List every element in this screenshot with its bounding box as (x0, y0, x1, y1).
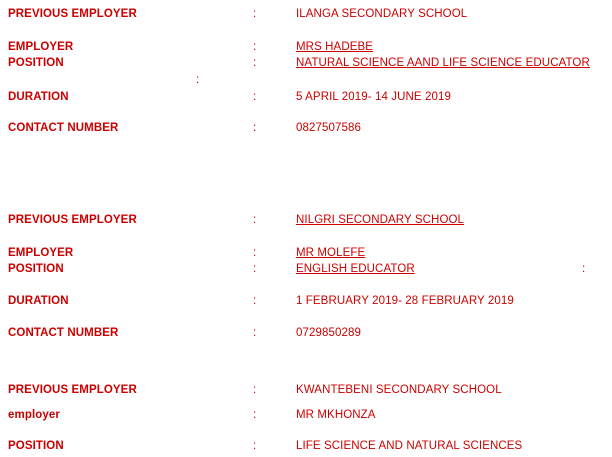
field-row (8, 57, 590, 69)
field-row (8, 41, 373, 53)
field-separator: : (253, 41, 257, 53)
field-value: 0827507586 (296, 122, 361, 134)
field-separator: : (253, 247, 257, 259)
field-row (8, 384, 502, 396)
field-separator: : (253, 409, 257, 421)
field-label: PREVIOUS EMPLOYER (8, 8, 137, 20)
field-separator: : (253, 384, 257, 396)
field-value: MR MOLEFE (296, 247, 366, 259)
field-label: EMPLOYER (8, 247, 74, 259)
field-row (8, 247, 365, 259)
field-value: NATURAL SCIENCE AAND LIFE SCIENCE EDUCATOR (296, 57, 590, 69)
field-value: MR MKHONZA (296, 409, 376, 421)
field-row (8, 440, 522, 452)
field-value: NILGRI SECONDARY SCHOOL (296, 214, 465, 226)
field-value: ENGLISH EDUCATOR (296, 263, 415, 275)
field-value: MRS HADEBE (296, 41, 374, 53)
field-row (8, 8, 467, 20)
field-separator: : (253, 295, 257, 307)
field-separator: : (253, 440, 257, 452)
field-value: 5 APRIL 2019- 14 JUNE 2019 (296, 91, 451, 103)
field-label: DURATION (8, 91, 69, 103)
field-label: CONTACT NUMBER (8, 327, 119, 339)
field-value: LIFE SCIENCE AND NATURAL SCIENCES (296, 440, 523, 452)
field-separator: : (253, 57, 257, 69)
field-row (8, 295, 514, 307)
field-value: 0729850289 (296, 327, 361, 339)
field-separator: : (253, 327, 257, 339)
field-label: PREVIOUS EMPLOYER (8, 214, 137, 226)
stray-colon-mark: : (196, 74, 200, 86)
field-label: DURATION (8, 295, 69, 307)
field-label: POSITION (8, 440, 64, 452)
field-label: EMPLOYER (8, 41, 74, 53)
field-label: PREVIOUS EMPLOYER (8, 384, 137, 396)
field-label: CONTACT NUMBER (8, 122, 119, 134)
field-row (8, 263, 415, 275)
field-row (8, 409, 376, 421)
field-label: POSITION (8, 263, 64, 275)
stray-colon-mark: : (582, 263, 586, 275)
field-separator: : (253, 214, 257, 226)
field-value: KWANTEBENI SECONDARY SCHOOL (296, 384, 502, 396)
field-row (8, 214, 464, 226)
field-row (8, 91, 451, 103)
field-row (8, 122, 361, 134)
field-label: employer (8, 409, 60, 421)
field-label: POSITION (8, 57, 64, 69)
field-separator: : (253, 8, 257, 20)
field-separator: : (253, 263, 257, 275)
field-separator: : (253, 91, 257, 103)
field-row (8, 327, 361, 339)
field-separator: : (253, 122, 257, 134)
field-value: ILANGA SECONDARY SCHOOL (296, 8, 468, 20)
field-value: 1 FEBRUARY 2019- 28 FEBRUARY 2019 (296, 295, 514, 307)
